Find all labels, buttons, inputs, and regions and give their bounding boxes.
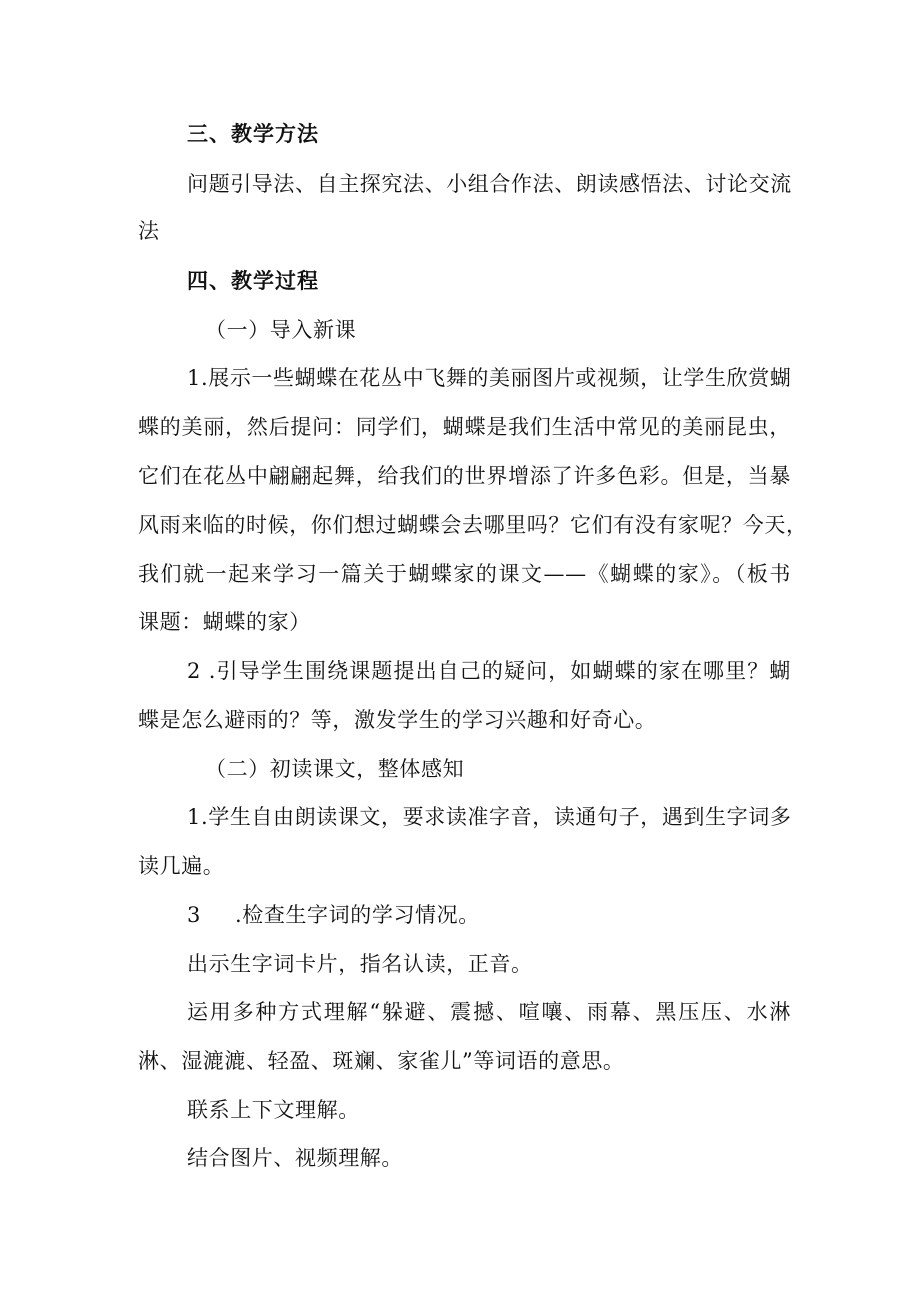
paragraph-6-line-2: 淋、湿漉漉、轻盈、斑斓、家雀儿”等词语的意思。 [138, 1049, 625, 1073]
paragraph-4-number: 3 [187, 903, 201, 927]
paragraph-1-line-2: 蝶的美丽，然后提问：同学们，蝴蝶是我们生活中常见的美丽昆虫， [138, 415, 791, 439]
paragraph-8: 结合图片、视频理解。 [187, 1146, 403, 1170]
section-heading-teaching-methods: 三、教学方法 [187, 122, 319, 146]
methods-line-1: 问题引导法、自主探究法、小组合作法、朗读感悟法、讨论交流 [187, 172, 792, 196]
paragraph-5: 出示生字词卡片，指名认读，正音。 [187, 952, 533, 976]
methods-line-2: 法 [138, 219, 160, 243]
paragraph-1-line-4: 风雨来临的时候，你们想过蝴蝶会去哪里吗？它们有没有家呢？今天， [138, 513, 808, 537]
paragraph-2-line-2: 蝶是怎么避雨的？等，激发学生的学习兴趣和好奇心。 [138, 708, 657, 732]
subsection-first-reading: （二）初读课文，整体感知 [205, 757, 465, 781]
paragraph-6-line-1: 运用多种方式理解“躲避、震撼、喧嚷、雨幕、黑压压、水淋 [187, 1000, 791, 1024]
paragraph-1-line-5: 我们就一起来学习一篇关于蝴蝶家的课文——《蝴蝶的家》。（板书 [138, 562, 791, 586]
section-heading-teaching-process: 四、教学过程 [187, 269, 319, 293]
paragraph-7: 联系上下文理解。 [187, 1098, 360, 1122]
paragraph-1-line-3: 它们在花丛中翩翩起舞，给我们的世界增添了许多色彩。但是，当暴 [138, 464, 791, 488]
paragraph-3-line-2: 读几遍。 [138, 854, 225, 878]
paragraph-1-line-1: 1.展示一些蝴蝶在花丛中飞舞的美丽图片或视频，让学生欣赏蝴 [187, 366, 792, 390]
paragraph-3-line-1: 1.学生自由朗读课文，要求读准字音，读通句子，遇到生字词多 [187, 805, 792, 829]
paragraph-1-line-6: 课题：蝴蝶的家） [138, 610, 311, 634]
paragraph-2-line-1: 2 .引导学生围绕课题提出自己的疑问，如蝴蝶的家在哪里？蝴 [187, 659, 791, 683]
paragraph-4-text: .检查生字词的学习情况。 [234, 903, 480, 927]
subsection-intro-new-lesson: （一）导入新课 [205, 318, 357, 342]
paragraph-4 [187, 901, 480, 929]
